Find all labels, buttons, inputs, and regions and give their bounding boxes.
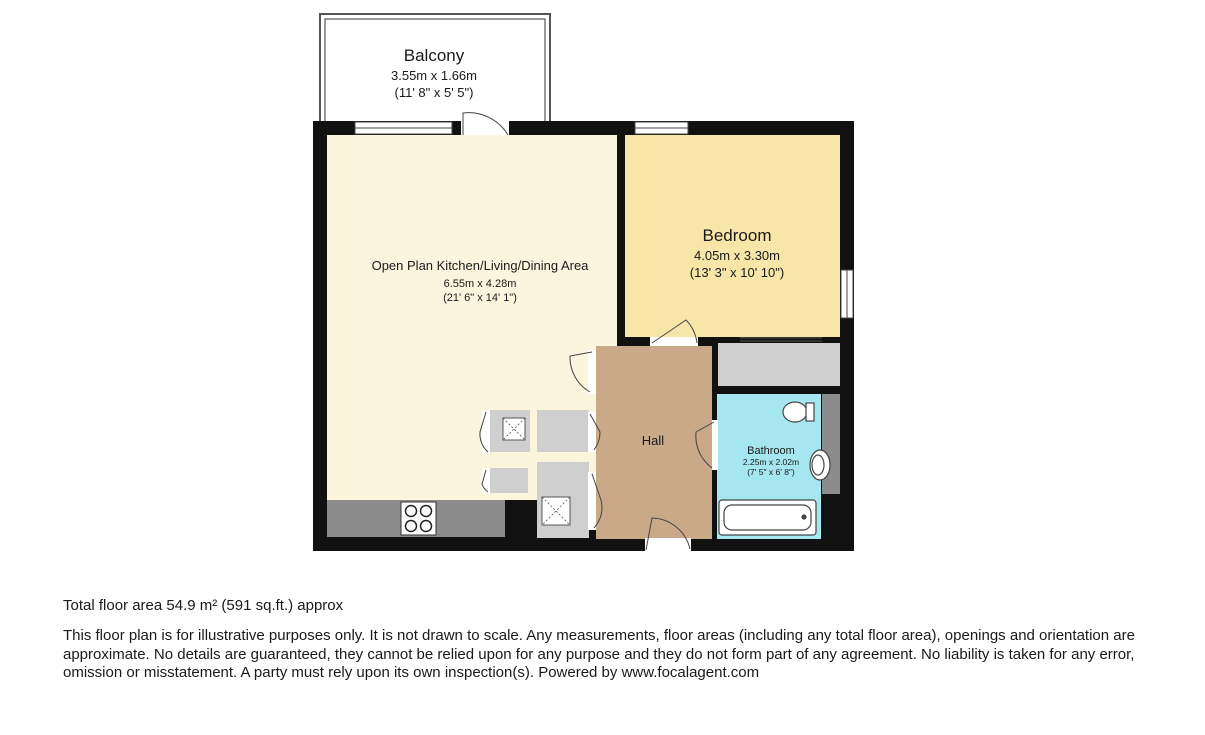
balcony-metric: 3.55m x 1.66m	[391, 68, 477, 83]
living-name: Open Plan Kitchen/Living/Dining Area	[371, 258, 589, 273]
kitchen-counter	[327, 500, 505, 537]
wardrobe	[718, 343, 840, 386]
living-metric: 6.55m x 4.28m	[443, 278, 517, 290]
basin-icon	[810, 450, 830, 480]
disclaimer: This floor plan is for illustrative purposes only. It is not drawn to scale. Any measurements, floor areas (including any total floor area), openings and orientation are approximate. No details are guaranteed, they cannot be relied upon for any purpose and they do not form part of any agreement. No liability is taken for any error, omission or misstatement. A party must rely upon its own inspection(s). Powered by www.focalagent.com	[63, 627, 1135, 681]
bedroom-imperial: (13' 3" x 10' 10")	[689, 265, 785, 280]
total-floor-area: Total floor area 54.9 m² (591 sq.ft.) approx	[63, 597, 344, 614]
balcony-name: Balcony	[403, 46, 465, 65]
footer	[63, 597, 1143, 683]
living-imperial: (21' 6" x 14' 1")	[443, 292, 517, 304]
bedroom-metric: 4.05m x 3.30m	[694, 248, 780, 263]
balcony-imperial: (11' 8" x 5' 5")	[394, 85, 474, 100]
toilet-icon	[783, 402, 807, 422]
bathroom-name: Bathroom	[747, 445, 795, 457]
bedroom-name: Bedroom	[702, 226, 772, 245]
living-area-floor-lower	[327, 400, 482, 500]
hall-name: Hall	[641, 433, 665, 448]
bathroom-metric: 2.25m x 2.02m	[742, 457, 800, 467]
bathroom-imperial: (7' 5" x 6' 8")	[747, 467, 795, 477]
